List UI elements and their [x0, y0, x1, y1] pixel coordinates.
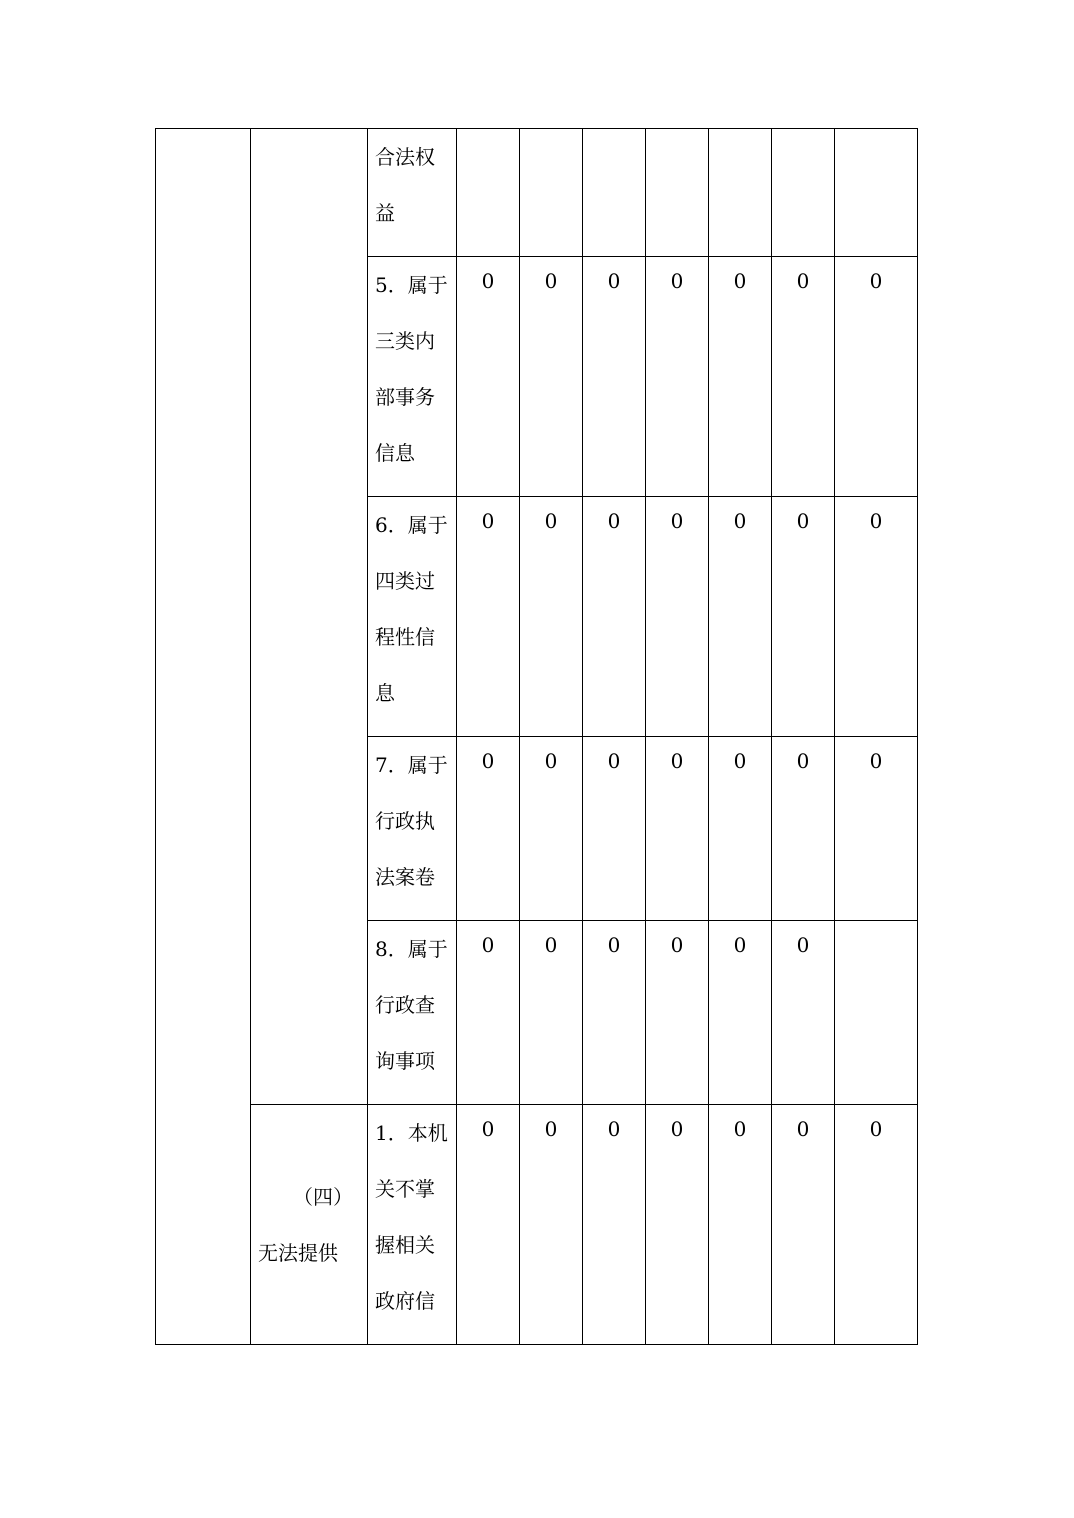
value-cell: 0 — [457, 257, 520, 497]
value-cell: 0 — [646, 921, 709, 1105]
value-cell — [646, 129, 709, 257]
row-label-cell — [368, 257, 457, 497]
row-label: 合法权 益 — [375, 145, 435, 225]
value-cell: 0 — [835, 737, 918, 921]
value-cell: 0 — [772, 257, 835, 497]
value-cell: 0 — [835, 257, 918, 497]
category-4-label: （四） 无法提供 — [258, 1185, 353, 1265]
value-cell: 0 — [709, 737, 772, 921]
row-label-cell — [368, 921, 457, 1105]
value-cell: 0 — [646, 257, 709, 497]
value-cell: 0 — [709, 1105, 772, 1345]
value-cell: 0 — [772, 1105, 835, 1345]
row-label-cell — [368, 1105, 457, 1345]
row-label: 7．属于 行政执 法案卷 — [375, 753, 448, 889]
category-cell — [251, 129, 368, 1105]
value-cell: 0 — [583, 497, 646, 737]
value-cell: 0 — [520, 1105, 583, 1345]
value-cell: 0 — [646, 1105, 709, 1345]
row-label-cell — [368, 497, 457, 737]
value-cell: 0 — [520, 921, 583, 1105]
value-cell: 0 — [457, 921, 520, 1105]
row-label: 1．本机 关不掌 握相关 政府信 — [375, 1121, 448, 1313]
category-4-cell — [251, 1105, 368, 1345]
value-cell: 0 — [709, 921, 772, 1105]
statistics-table — [155, 128, 918, 1345]
value-cell: 0 — [772, 497, 835, 737]
value-cell: 0 — [583, 921, 646, 1105]
row-label: 5．属于 三类内 部事务 信息 — [375, 273, 448, 465]
value-cell — [835, 129, 918, 257]
value-cell: 0 — [709, 497, 772, 737]
value-cell: 0 — [457, 1105, 520, 1345]
value-cell: 0 — [520, 257, 583, 497]
value-cell: 0 — [646, 497, 709, 737]
value-cell — [709, 129, 772, 257]
value-cell: 0 — [835, 497, 918, 737]
row-label: 8．属于 行政查 询事项 — [375, 937, 448, 1073]
value-cell — [835, 921, 918, 1105]
value-cell — [457, 129, 520, 257]
row-label-cell — [368, 129, 457, 257]
table-row — [156, 129, 918, 257]
table-row — [156, 1105, 918, 1345]
value-cell: 0 — [583, 1105, 646, 1345]
value-cell: 0 — [457, 497, 520, 737]
value-cell: 0 — [520, 497, 583, 737]
value-cell — [520, 129, 583, 257]
value-cell: 0 — [646, 737, 709, 921]
value-cell: 0 — [457, 737, 520, 921]
value-cell: 0 — [583, 737, 646, 921]
row-label-cell — [368, 737, 457, 921]
value-cell: 0 — [583, 257, 646, 497]
value-cell: 0 — [709, 257, 772, 497]
row-label: 6．属于 四类过 程性信 息 — [375, 513, 448, 705]
value-cell — [583, 129, 646, 257]
value-cell: 0 — [520, 737, 583, 921]
outer-category-cell — [156, 129, 251, 1345]
value-cell: 0 — [772, 737, 835, 921]
value-cell: 0 — [835, 1105, 918, 1345]
value-cell: 0 — [772, 921, 835, 1105]
value-cell — [772, 129, 835, 257]
